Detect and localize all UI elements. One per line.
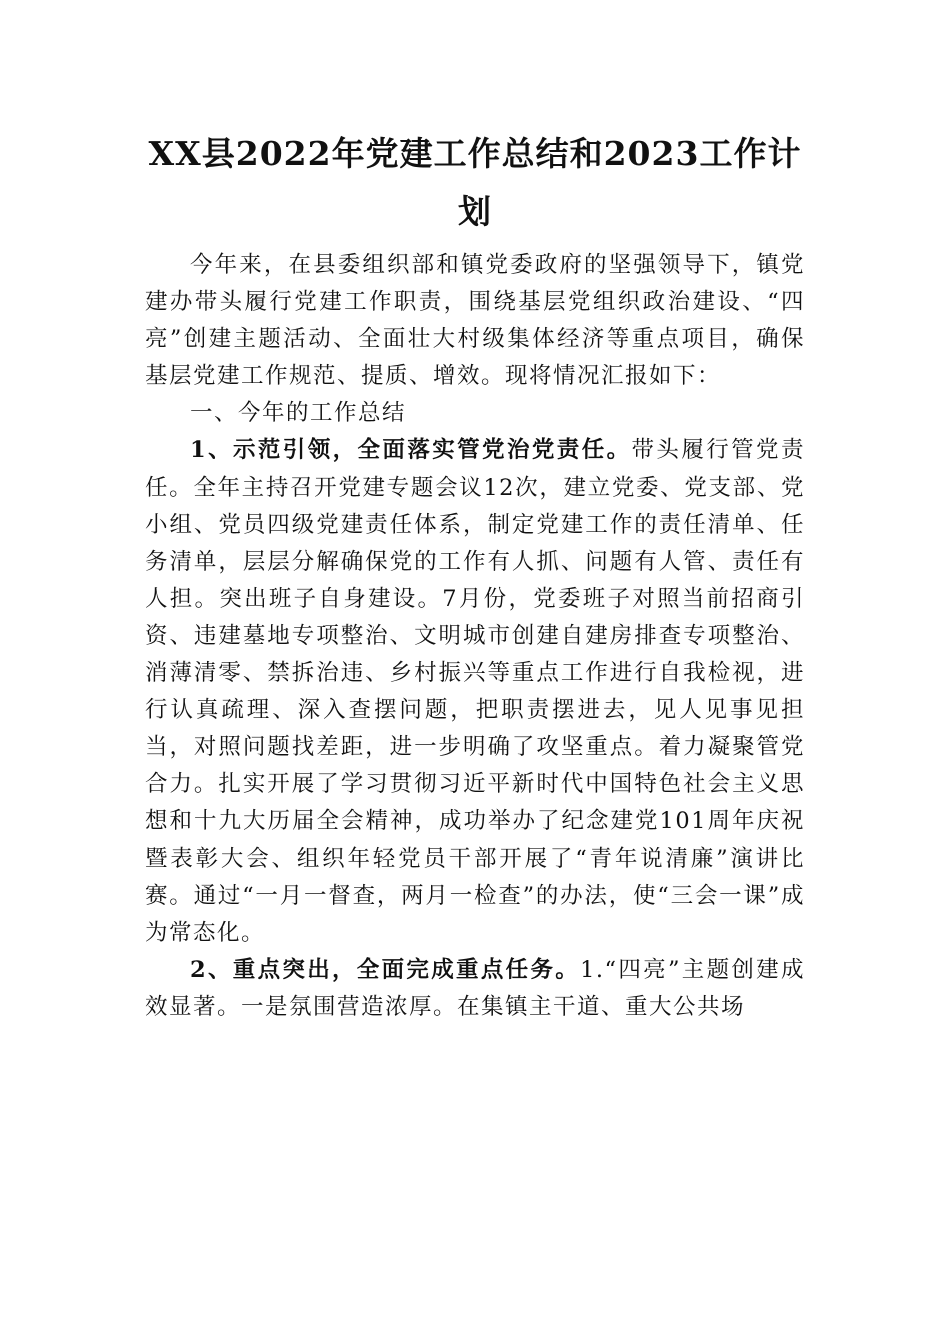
- item-2-paragraph: [145, 952, 805, 1026]
- document-page: [145, 125, 805, 1026]
- item-1-lead: 1、示范引领，全面落实管党治党责任。: [190, 437, 632, 464]
- intro-paragraph: 今年来，在县委组织部和镇党委政府的坚强领导下，镇党建办带头履行党建工作职责，围绕基层党组织政治建设、“四亮”创建主题活动、全面壮大村级集体经济等重点项目，确保基层党建工作规范、提质、增效。现将情况汇报如下：: [145, 252, 805, 390]
- item-1-body: 带头履行管党责任。全年主持召开党建专题会议12次，建立党委、党支部、党小组、党员四级党建责任体系，制定党建工作的责任清单、任务清单，层层分解确保党的工作有人抓、问题有人管、责任有人担。突出班子自身建设。7月份，党委班子对照当前招商引资、违建墓地专项整治、文明城市创建自建房排查专项整治、消薄清零、禁拆治违、乡村振兴等重点工作进行自我检视，进行认真疏理、深入查摆问题，把职责摆进去，见人见事见担当，对照问题找差距，进一步明确了攻坚重点。着力凝聚管党合力。扎实开展了学习贯彻习近平新时代中国特色社会主义思想和十九大历届全会精神，成功举办了纪念建党101周年庆祝暨表彰大会、组织年轻党员干部开展了“青年说清廉”演讲比赛。通过“一月一督查，两月一检查”的办法，使“三会一课”成为常态化。: [145, 437, 805, 946]
- item-1-paragraph: [145, 432, 805, 951]
- item-2-lead: 2、重点突出，全面完成重点任务。: [190, 956, 581, 983]
- item-2-body: 1.“四亮”主题创建成效显著。一是氛围营造浓厚。在集镇主干道、重大公共场: [145, 956, 805, 1020]
- section-heading: 一、今年的工作总结: [190, 400, 407, 427]
- document-title: XX县2022年党建工作总结和2023工作计划: [148, 134, 802, 231]
